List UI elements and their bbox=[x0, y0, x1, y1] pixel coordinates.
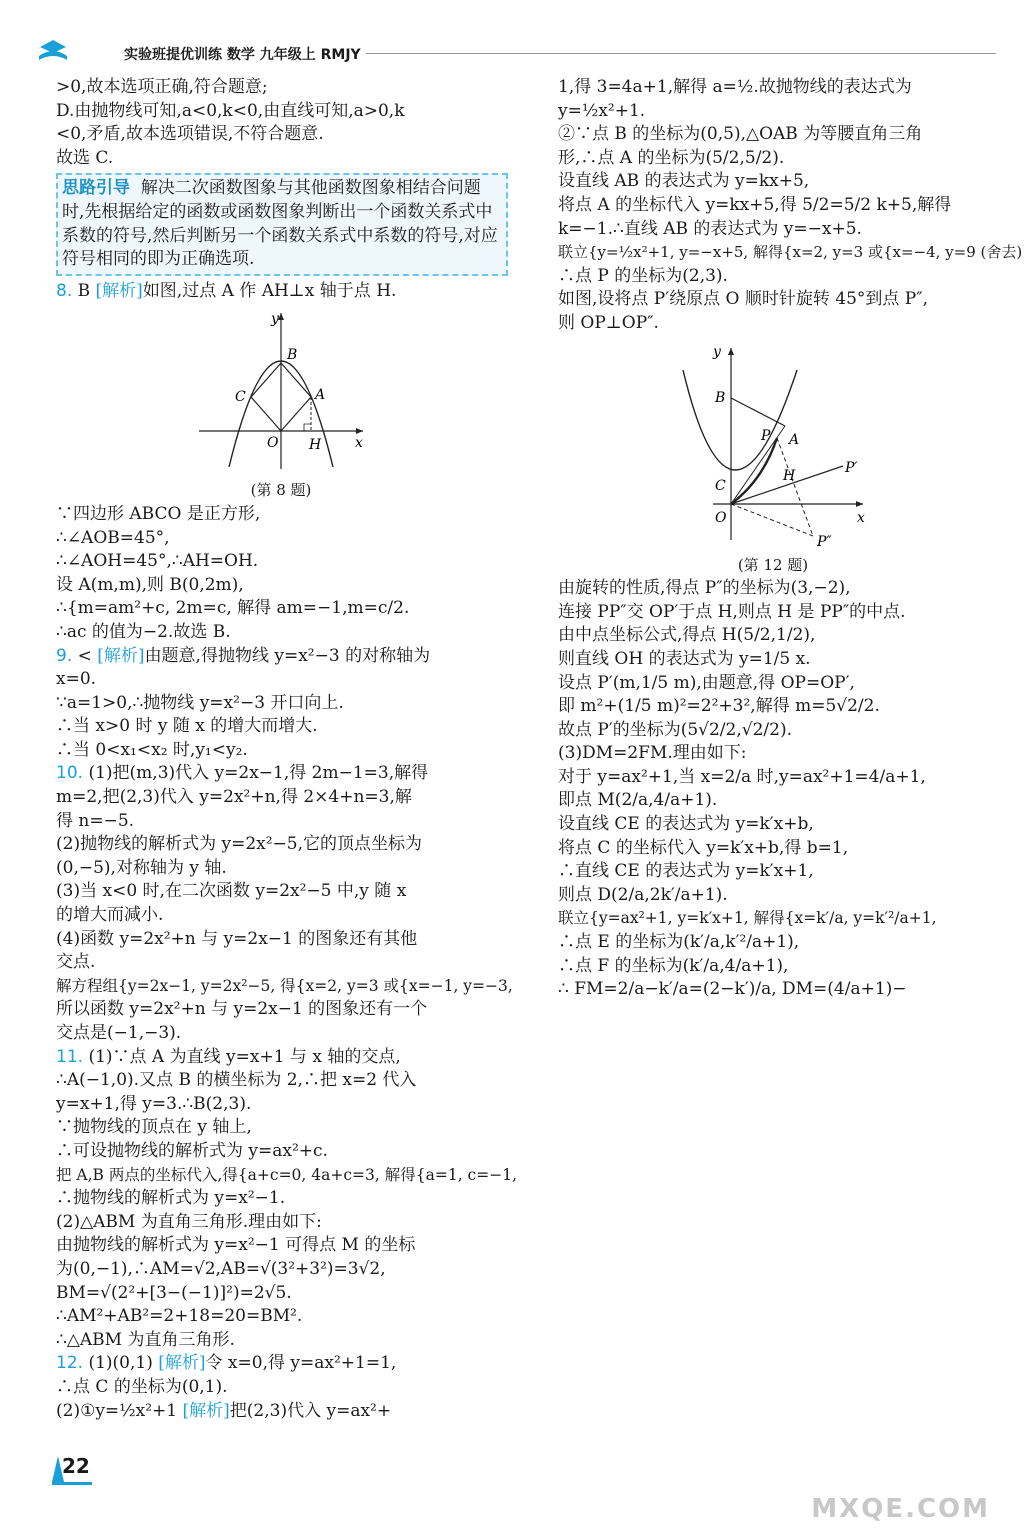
text-line: 1,得 3=4a+1,解得 a=½.故抛物线的表达式为 bbox=[558, 77, 912, 97]
text-line: 交点. bbox=[56, 952, 96, 973]
q12-answer: (1)(0,1) bbox=[88, 1353, 153, 1374]
fig8-label-H: H bbox=[309, 437, 322, 454]
q12-number: 12. bbox=[56, 1353, 84, 1374]
fig12-label-Ppp: P″ bbox=[817, 533, 832, 550]
right-column bbox=[558, 76, 1023, 1002]
text-line: ∴AM²+AB²=2+18=20=BM². bbox=[56, 1306, 303, 1327]
question-10 bbox=[56, 762, 506, 786]
fig12-label-A: A bbox=[789, 431, 800, 448]
text-line: ∵抛物线的顶点在 y 轴上, bbox=[56, 1117, 252, 1138]
figure-8 bbox=[191, 307, 371, 475]
fig12-label-H: H bbox=[783, 467, 796, 484]
fig8-label-C: C bbox=[235, 389, 246, 406]
text-line: 由中点坐标公式,得点 H(5/2,1/2), bbox=[558, 625, 816, 646]
q8-number: 8. bbox=[56, 280, 73, 301]
text-line: 由抛物线的解析式为 y=x²−1 可得点 M 的坐标 bbox=[56, 1235, 416, 1256]
book-logo-icon bbox=[36, 36, 70, 66]
text-line bbox=[56, 1400, 506, 1424]
page-number: 22 bbox=[62, 1454, 90, 1478]
text-line: 将点 C 的坐标代入 y=k′x+b,得 b=1, bbox=[558, 837, 849, 858]
question-12 bbox=[56, 1352, 506, 1376]
text-line: 则直线 OH 的表达式为 y=1/5 x. bbox=[558, 648, 811, 669]
text-line: >0,故本选项正确,符合题意; bbox=[56, 77, 268, 97]
text-line: (3)当 x<0 时,在二次函数 y=2x²−5 中,y 随 x bbox=[56, 881, 407, 902]
text-line: 则 OP⊥OP″. bbox=[558, 312, 659, 333]
text-line: 为(0,−1),∴AM=√2,AB=√(3²+3²)=3√2, bbox=[56, 1258, 386, 1279]
text-line: ∵a=1>0,∴抛物线 y=x²−3 开口向上. bbox=[56, 692, 344, 713]
text-line: ∴点 E 的坐标为(k′/a,k′²/a+1), bbox=[558, 932, 800, 953]
text-line: x=0. bbox=[56, 669, 97, 690]
q11-text: (1)∵点 A 为直线 y=x+1 与 x 轴的交点, bbox=[88, 1046, 401, 1067]
text-line: m=2,把(2,3)代入 y=2x²+n,得 2×4+n=3,解 bbox=[56, 787, 412, 808]
text-line: 即 m²+(1/5 m)²=2²+3²,解得 m=5√2/2. bbox=[558, 696, 880, 717]
text-line: (0,−5),对称轴为 y 轴. bbox=[56, 857, 227, 878]
text-line: 故选 C. bbox=[56, 147, 114, 168]
q8-answer: B bbox=[77, 280, 91, 301]
text-line: 联立{y=ax²+1, y=k′x+1, 解得{x=k′/a, y=k′²/a+1, bbox=[558, 909, 937, 928]
text-line: ∴∠AOB=45°, bbox=[56, 527, 170, 548]
text-line: ∴ac 的值为−2.故选 B. bbox=[56, 621, 231, 642]
q12-text: 令 x=0,得 y=ax²+1=1, bbox=[205, 1353, 397, 1374]
text-line: 由旋转的性质,得点 P″的坐标为(3,−2), bbox=[558, 578, 851, 599]
left-column bbox=[56, 76, 517, 1423]
text-line: 设 A(m,m),则 B(0,2m), bbox=[56, 574, 244, 595]
text-line: 则点 D(2/a,2k′/a+1). bbox=[558, 884, 728, 905]
text-line: 连接 PP″交 OP′于点 H,则点 H 是 PP″的中点. bbox=[558, 601, 906, 622]
figure-12 bbox=[673, 340, 873, 550]
analysis-tag: [解析] bbox=[97, 645, 145, 666]
text-line: 形,∴点 A 的坐标为(5/2,5/2). bbox=[558, 147, 785, 168]
text-line: ∴点 C 的坐标为(0,1). bbox=[56, 1376, 228, 1397]
text-line: <0,矛盾,故本选项错误,不符合题意. bbox=[56, 124, 324, 145]
page-header bbox=[36, 36, 996, 66]
text-line: BM=√(2²+[3−(−1)]²)=2√5. bbox=[56, 1282, 292, 1303]
tip-body: 解决二次函数图象与其他函数图象相结合问题时,先根据给定的函数或函数图象判断出一个函数关系式中系数的符号,然后判断另一个函数关系式中系数的符号,对应符号相同的即为正确选项. bbox=[62, 178, 498, 270]
text-line: (2)抛物线的解析式为 y=2x²−5,它的顶点坐标为 bbox=[56, 834, 423, 855]
text-line: 如图,设将点 P′绕原点 O 顺时针旋转 45°到点 P″, bbox=[558, 289, 928, 310]
text-line: D.由抛物线可知,a<0,k<0,由直线可知,a>0,k bbox=[56, 100, 405, 121]
text-line: ②∵点 B 的坐标为(0,5),△OAB 为等腰直角三角 bbox=[558, 124, 923, 145]
text-line: (2)△ABM 为直角三角形.理由如下: bbox=[56, 1211, 322, 1232]
tip-text bbox=[62, 177, 502, 271]
question-8 bbox=[56, 280, 506, 304]
text-line: 所以函数 y=2x²+n 与 y=2x−1 的图象还有一个 bbox=[56, 999, 428, 1020]
text-line: ∴可设抛物线的解析式为 y=ax²+c. bbox=[56, 1140, 328, 1161]
text-line: 的增大而减小. bbox=[56, 905, 164, 926]
text-line: 得 n=−5. bbox=[56, 810, 135, 831]
text-line: 联立{y=½x²+1, y=−x+5, 解得{x=2, y=3 或{x=−4, y=9 (舍去) bbox=[558, 243, 1023, 262]
text-line: ∵四边形 ABCO 是正方形, bbox=[56, 503, 261, 524]
text-line: ∴A(−1,0).又点 B 的横坐标为 2,∴把 x=2 代入 bbox=[56, 1070, 417, 1091]
fig12-label-y: y bbox=[713, 343, 721, 360]
fig12-label-Pp: P′ bbox=[845, 459, 858, 476]
text-line: (4)函数 y=2x²+n 与 y=2x−1 的图象还有其他 bbox=[56, 928, 418, 949]
text-line: ∴ FM=2/a−k′/a=(2−k′)/a, DM=(4/a+1)− bbox=[558, 979, 907, 1000]
text-line: 设直线 AB 的表达式为 y=kx+5, bbox=[558, 171, 810, 192]
text-line: 即点 M(2/a,4/a+1). bbox=[558, 790, 718, 811]
text-line: y=x+1,得 y=3.∴B(2,3). bbox=[56, 1093, 252, 1114]
q10-text: (1)把(m,3)代入 y=2x−1,得 2m−1=3,解得 bbox=[88, 763, 429, 784]
text-line: ∴点 P 的坐标为(2,3). bbox=[558, 265, 728, 286]
text-line: 将点 A 的坐标代入 y=kx+5,得 5/2=5/2 k+5,解得 bbox=[558, 194, 952, 215]
fig8-label-O: O bbox=[267, 435, 279, 452]
text-line: y=½x²+1. bbox=[558, 100, 646, 121]
text-line: ∴点 F 的坐标为(k′/a,4/a+1), bbox=[558, 955, 789, 976]
figure-8-caption: (第 8 题) bbox=[250, 481, 312, 500]
question-9 bbox=[56, 645, 506, 669]
header-rule bbox=[366, 53, 996, 54]
text-line: 设点 P′(m,1/5 m),由题意,得 OP=OP′, bbox=[558, 672, 855, 693]
text-line: (3)DM=2FM.理由如下: bbox=[558, 743, 747, 764]
text-line: 交点是(−1,−3). bbox=[56, 1023, 182, 1043]
q8-text: 如图,过点 A 作 AH⊥x 轴于点 H. bbox=[142, 280, 397, 301]
fig12-label-O: O bbox=[715, 509, 727, 526]
text-line: ∴{m=am²+c, 2m=c, 解得 am=−1,m=c/2. bbox=[56, 598, 410, 619]
text-line: ∴抛物线的解析式为 y=x²−1. bbox=[56, 1188, 286, 1209]
q12-sub-answer: (2)①y=½x²+1 bbox=[56, 1400, 178, 1421]
q12-sub-text: 把(2,3)代入 y=ax²+ bbox=[229, 1400, 392, 1421]
fig8-label-y: y bbox=[271, 311, 279, 328]
tip-title: 思路引导 bbox=[62, 178, 130, 199]
fig8-label-A: A bbox=[315, 387, 326, 404]
fig12-label-x: x bbox=[857, 509, 865, 526]
text-line: 故点 P′的坐标为(5√2/2,√2/2). bbox=[558, 719, 792, 740]
header-title: 实验班提优训练 数学 九年级上 RMJY bbox=[124, 47, 361, 63]
analysis-tag: [解析] bbox=[182, 1400, 230, 1421]
watermark: MXQE.COM bbox=[811, 1494, 990, 1524]
text-line: 把 A,B 两点的坐标代入,得{a+c=0, 4a+c=3, 解得{a=1, c=−1, bbox=[56, 1165, 517, 1184]
text-line: ∴∠AOH=45°,∴AH=OH. bbox=[56, 551, 259, 572]
q10-number: 10. bbox=[56, 763, 84, 784]
q11-number: 11. bbox=[56, 1046, 84, 1067]
text-line: 对于 y=ax²+1,当 x=2/a 时,y=ax²+1=4/a+1, bbox=[558, 766, 926, 787]
page-number-badge bbox=[48, 1452, 94, 1486]
q9-text: 由题意,得抛物线 y=x²−3 的对称轴为 bbox=[144, 645, 431, 666]
question-11 bbox=[56, 1046, 506, 1070]
analysis-tag: [解析] bbox=[158, 1353, 206, 1374]
text-line: ∴△ABM 为直角三角形. bbox=[56, 1329, 235, 1350]
text-line: ∴当 x>0 时 y 随 x 的增大而增大. bbox=[56, 716, 318, 737]
fig12-label-C: C bbox=[715, 477, 726, 494]
text-line: ∴直线 CE 的表达式为 y=k′x+1, bbox=[558, 861, 814, 882]
fig8-label-B: B bbox=[287, 347, 298, 364]
fig12-label-P: P bbox=[761, 427, 771, 444]
text-line: 设直线 CE 的表达式为 y=k′x+b, bbox=[558, 814, 814, 835]
analysis-tag: [解析] bbox=[95, 280, 143, 301]
q9-number: 9. bbox=[56, 645, 73, 666]
fig12-label-B: B bbox=[715, 389, 726, 406]
text-line: ∴当 0<x₁<x₂ 时,y₁<y₂. bbox=[56, 739, 248, 760]
fig8-label-x: x bbox=[355, 435, 363, 452]
tip-box bbox=[56, 173, 508, 275]
figure-12-caption: (第 12 题) bbox=[737, 555, 809, 574]
text-line: 解方程组{y=2x−1, y=2x²−5, 得{x=2, y=3 或{x=−1, y=−3, bbox=[56, 976, 513, 995]
q9-answer: < bbox=[77, 645, 92, 666]
text-line: k=−1.∴直线 AB 的表达式为 y=−x+5. bbox=[558, 218, 862, 239]
